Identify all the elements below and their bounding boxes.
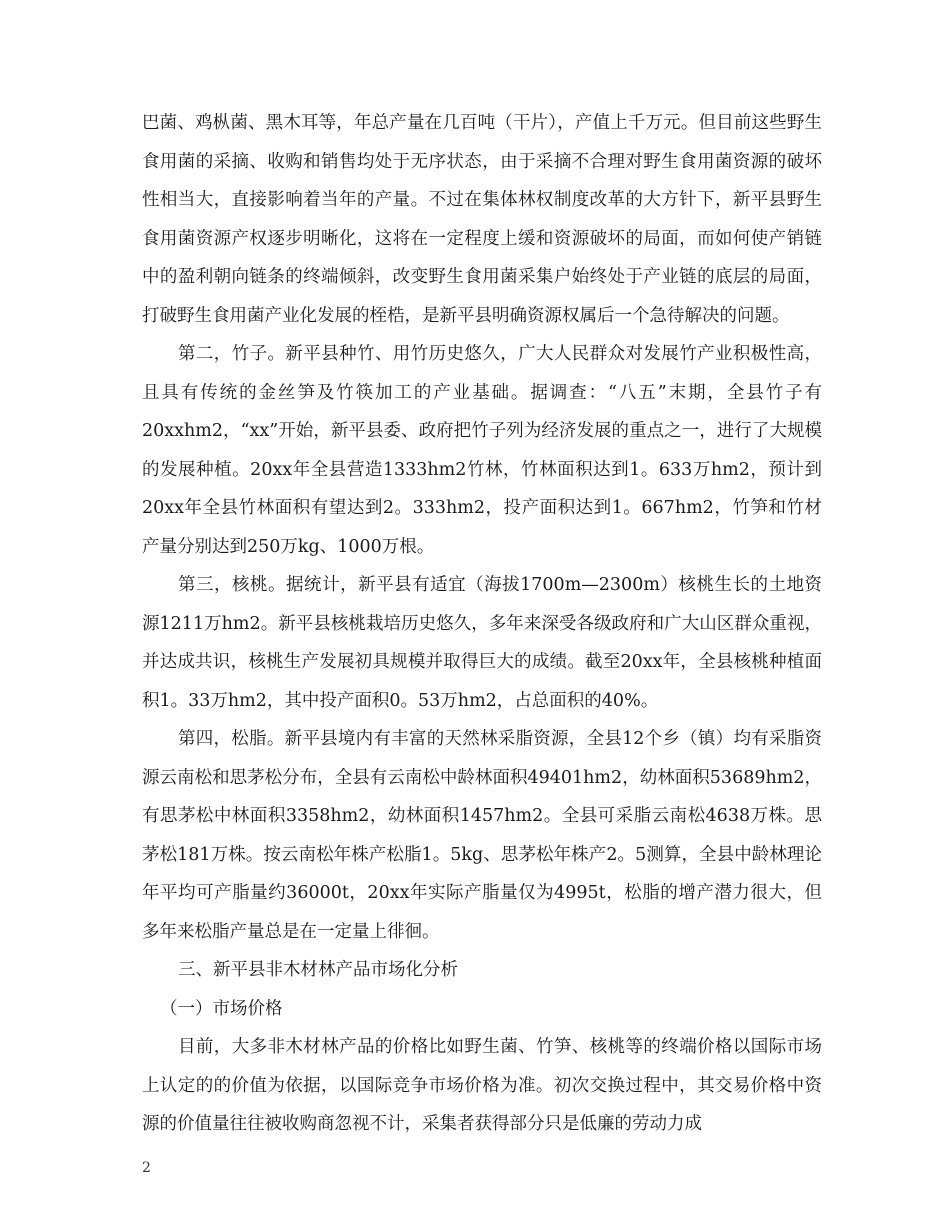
paragraph-bamboo: 第二，竹子。新平县种竹、用竹历史悠久，广大人民群众对发展竹产业积极性高，且具有传统的金丝笋及竹筷加工的产业基础。据调查：“八五”末期，全县竹子有20xxhm2，“xx”开始，新平县委、政府把竹子列为经济发展的重点之一，进行了大规模的发展种植。20xx年全县营造1333hm2竹林，竹林面积达到1。633万hm2，预计到20xx年全县竹林面积有望达到2。333hm2，投产面积达到1。667hm2，竹笋和竹材产量分别达到250万kg、1000万根。 — [142, 344, 822, 557]
paragraph-market-price: 目前，大多非木材林产品的价格比如野生菌、竹笋、核桃等的终端价格以国际市场上认定的的价值为依据，以国际竞争市场价格为准。初次交换过程中，其交易价格中资源的价值量往往被收购商忽视不计，采集者获得部分只是低廉的劳动力成 — [142, 1037, 822, 1134]
document-body — [142, 104, 822, 1144]
paragraph-walnut: 第三，核桃。据统计，新平县有适宜（海拔1700m—2300m）核桃生长的土地资源1211万hm2。新平县核桃栽培历史悠久，多年来深受各级政府和广大山区群众重视，并达成共识，核桃生产发展初具规模并取得巨大的成绩。截至20xx年，全县核桃种植面积1。33万hm2，其中投产面积0。53万hm2，占总面积的40%。 — [142, 575, 822, 711]
paragraph-wild-fungi: 巴菌、鸡枞菌、黑木耳等，年总产量在几百吨（干片），产值上千万元。但目前这些野生食用菌的采摘、收购和销售均处于无序状态，由于采摘不合理对野生食用菌资源的破坏性相当大，直接影响着当年的产量。不过在集体林权制度改革的大方针下，新平县野生食用菌资源产权逐步明晰化，这将在一定程度上缓和资源破坏的局面，而如何使产销链中的盈利朝向链条的终端倾斜，改变野生食用菌采集户始终处于产业链的底层的局面，打破野生食用菌产业化发展的桎梏，是新平县明确资源权属后一个急待解决的问题。 — [142, 113, 822, 326]
paragraph-pine-resin: 第四，松脂。新平县境内有丰富的天然林采脂资源，全县12个乡（镇）均有采脂资源云南松和思茅松分布，全县有云南松中龄林面积49401hm2，幼林面积53689hm2，有思茅松中林面积3358hm2，幼林面积1457hm2。全县可采脂云南松4638万株。思茅松181万株。按云南松年株产松脂1。5kg、思茅松年株产2。5测算，全县中龄林理论年平均可产脂量约36000t，20xx年实际产脂量仅为4995t，松脂的增产潜力很大，但多年来松脂产量总是在一定量上徘徊。 — [142, 729, 822, 942]
page-number: 2 — [142, 1160, 151, 1176]
section-heading: 三、新平县非木材林产品市场化分析 — [178, 960, 458, 980]
subsection-heading: （一）市场价格 — [160, 998, 283, 1019]
